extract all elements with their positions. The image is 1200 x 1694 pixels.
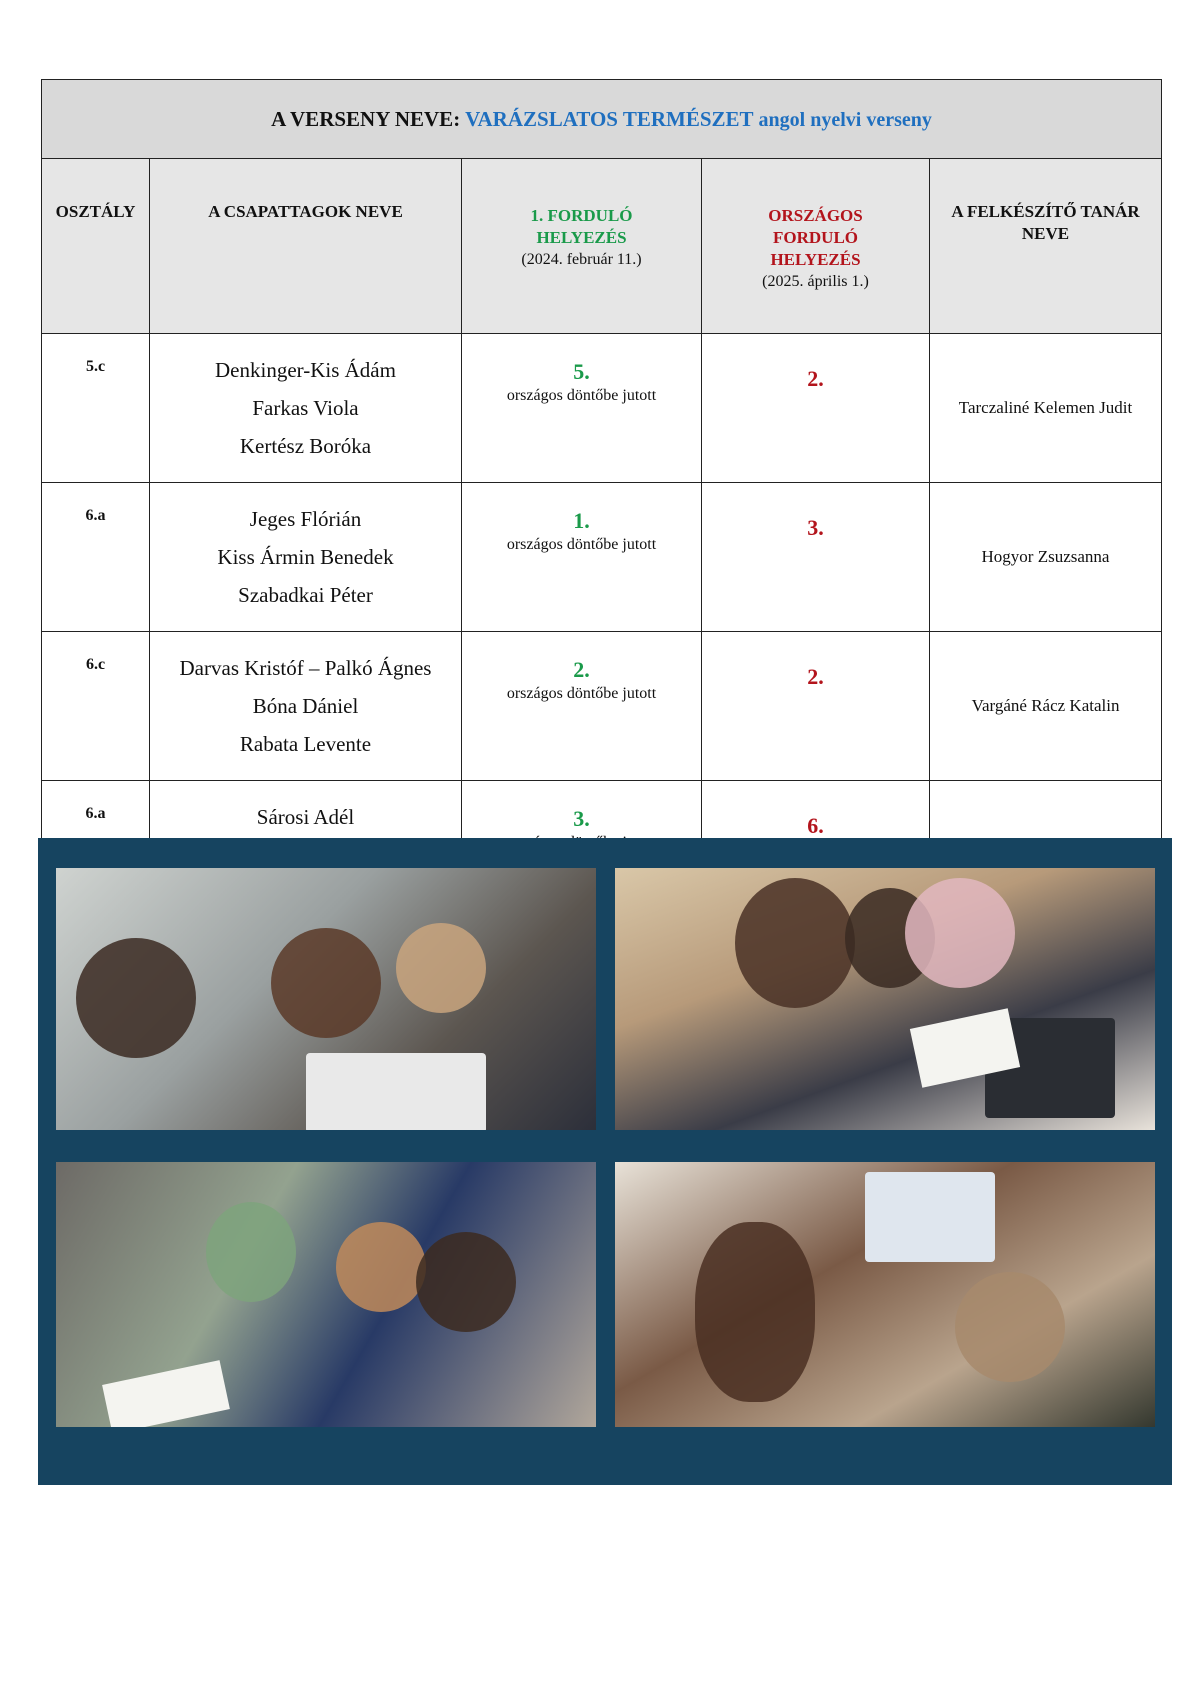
header-round1-line2: HELYEZÉS bbox=[536, 228, 627, 247]
header-teacher bbox=[930, 159, 1162, 334]
header-national-line1: ORSZÁGOS bbox=[768, 206, 863, 225]
title-suffix: angol nyelvi verseny bbox=[753, 108, 932, 131]
photo-board bbox=[38, 838, 1172, 1485]
results-table bbox=[41, 79, 1162, 930]
member-name: Sárosi Adél bbox=[256, 805, 355, 829]
class-cell: 6.a bbox=[42, 781, 150, 930]
member-name: Kertész Boróka bbox=[239, 434, 372, 458]
header-members: A CSAPATTAGOK NEVE bbox=[150, 159, 462, 334]
national-place: 2. bbox=[807, 366, 824, 391]
title-highlight: VARÁZSLATOS TERMÉSZET bbox=[465, 106, 754, 131]
round1-cell bbox=[462, 334, 702, 483]
member-name: Farkas Viola bbox=[252, 396, 359, 420]
header-class: OSZTÁLY bbox=[42, 159, 150, 334]
teacher-cell: Vargáné Rácz Katalin bbox=[930, 632, 1162, 781]
header-round1-line1: 1. FORDULÓ bbox=[530, 206, 633, 225]
table-row bbox=[42, 483, 1162, 632]
team-photo bbox=[615, 868, 1155, 1130]
member-name: Kiss Ármin Benedek bbox=[217, 545, 394, 569]
team-photo bbox=[56, 868, 596, 1130]
round1-place: 3. bbox=[573, 806, 590, 831]
teacher-cell: Tarczaliné Kelemen Judit bbox=[930, 334, 1162, 483]
members-cell bbox=[150, 483, 462, 632]
national-place: 6. bbox=[807, 813, 824, 838]
header-national bbox=[702, 159, 930, 334]
round1-place: 5. bbox=[573, 359, 590, 384]
table-row bbox=[42, 632, 1162, 781]
team-photo bbox=[615, 1162, 1155, 1427]
header-teacher-line1: A FELKÉSZÍTŐ TANÁR bbox=[951, 202, 1140, 221]
table-row bbox=[42, 334, 1162, 483]
class-cell: 6.a bbox=[42, 483, 150, 632]
members-cell bbox=[150, 334, 462, 483]
header-national-line3: HELYEZÉS bbox=[770, 250, 861, 269]
round1-cell bbox=[462, 632, 702, 781]
members-cell bbox=[150, 632, 462, 781]
national-cell bbox=[702, 632, 930, 781]
teacher-cell: Hogyor Zsuzsanna bbox=[930, 483, 1162, 632]
national-cell bbox=[702, 483, 930, 632]
member-name: Denkinger-Kis Ádám bbox=[215, 358, 396, 382]
member-name: Jeges Flórián bbox=[249, 507, 362, 531]
header-round1 bbox=[462, 159, 702, 334]
member-name: Rabata Levente bbox=[239, 732, 372, 756]
header-teacher-line2: NEVE bbox=[1021, 224, 1070, 243]
header-row bbox=[42, 159, 1162, 334]
class-cell: 5.c bbox=[42, 334, 150, 483]
national-cell bbox=[702, 334, 930, 483]
team-photo bbox=[56, 1162, 596, 1427]
header-national-date: (2025. április 1.) bbox=[762, 273, 869, 290]
round1-note: országos döntőbe jutott bbox=[506, 536, 657, 553]
round1-place: 2. bbox=[573, 657, 590, 682]
title-prefix: A VERSENY NEVE: bbox=[271, 106, 466, 131]
national-place: 2. bbox=[807, 664, 824, 689]
member-name: Bóna Dániel bbox=[252, 694, 359, 718]
member-name: Darvas Kristóf – Palkó Ágnes bbox=[179, 656, 432, 680]
header-round1-date: (2024. február 11.) bbox=[521, 251, 642, 268]
competition-title bbox=[42, 80, 1162, 159]
round1-cell bbox=[462, 483, 702, 632]
round1-note: országos döntőbe jutott bbox=[506, 685, 657, 702]
class-cell: 6.c bbox=[42, 632, 150, 781]
round1-place: 1. bbox=[573, 508, 590, 533]
header-national-line2: FORDULÓ bbox=[773, 228, 858, 247]
round1-note: országos döntőbe jutott bbox=[506, 387, 657, 404]
member-name: Szabadkai Péter bbox=[238, 583, 373, 607]
national-place: 3. bbox=[807, 515, 824, 540]
